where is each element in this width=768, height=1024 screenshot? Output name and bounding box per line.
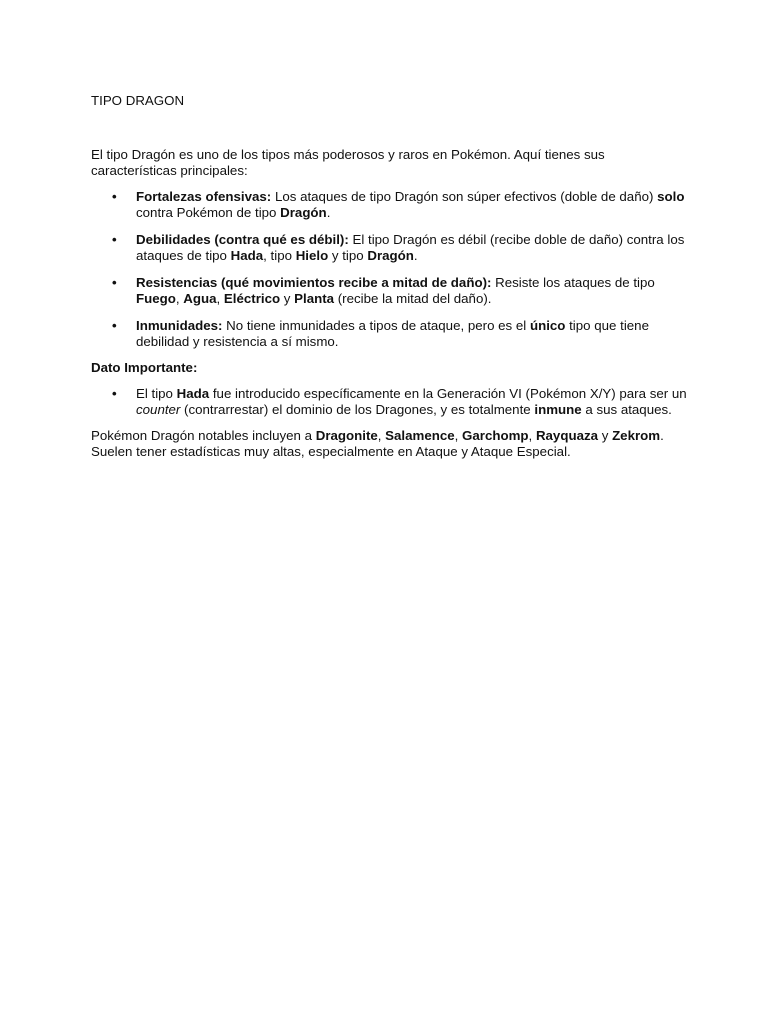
item-text: (contrarrestar) el dominio de los Dragones, y es totalmente	[180, 402, 535, 417]
item-text: El tipo Dragón es débil (recibe doble de daño) contra los ataques de tipo	[136, 232, 685, 263]
item-text: y	[280, 291, 295, 306]
bullet-icon: •	[112, 275, 117, 290]
pokemon-name: Dragonite	[315, 428, 378, 443]
pokemon-name: Rayquaza	[535, 428, 599, 443]
item-text: y tipo	[328, 248, 368, 263]
bullet-icon: •	[112, 318, 117, 333]
item-italic: counter	[136, 402, 181, 417]
item-text: tipo que tiene debilidad y resistencia a sí mismo.	[136, 318, 649, 349]
closing-text: ,	[528, 428, 536, 443]
item-text: a sus ataques.	[581, 402, 672, 417]
list-item-resistencias	[91, 275, 691, 307]
item-text: .	[413, 248, 418, 263]
item-text: El tipo	[136, 386, 177, 401]
bullet-icon: •	[112, 386, 117, 401]
document-body	[91, 147, 691, 460]
item-text: No tiene inmunidades a tipos de ataque, pero es el	[222, 318, 530, 333]
closing-text: Pokémon Dragón notables incluyen a	[91, 428, 316, 443]
item-emphasis: Fuego	[136, 291, 176, 306]
item-label: Fortalezas ofensivas:	[136, 189, 272, 204]
closing-text: ,	[377, 428, 386, 443]
item-emphasis: inmune	[534, 402, 582, 417]
pokemon-name: Salamence	[385, 428, 455, 443]
item-emphasis: solo	[657, 189, 685, 204]
item-emphasis: Eléctrico	[223, 291, 281, 306]
dato-list	[91, 386, 691, 418]
document-title: TIPO DRAGON	[91, 93, 185, 108]
item-text: fue introducido específicamente en la Generación VI (Pokémon X/Y) para ser un	[209, 386, 687, 401]
document-page	[91, 0, 691, 1024]
closing-text: . Suelen tener estadísticas muy altas, especialmente en Ataque y Ataque Especial.	[91, 428, 664, 459]
item-emphasis: Dragón	[367, 248, 414, 263]
item-text: ,	[175, 291, 184, 306]
closing-text: y	[598, 428, 613, 443]
item-emphasis: único	[529, 318, 566, 333]
list-item-dato	[91, 386, 691, 418]
item-text: , tipo	[263, 248, 296, 263]
item-emphasis: Hada	[176, 386, 210, 401]
pokemon-name: Garchomp	[462, 428, 529, 443]
item-emphasis: Dragón	[280, 205, 327, 220]
item-text: .	[326, 205, 331, 220]
item-emphasis: Planta	[294, 291, 335, 306]
item-text: contra Pokémon de tipo	[136, 205, 281, 220]
item-text: ,	[216, 291, 224, 306]
item-label: Resistencias (qué movimientos recibe a mitad de daño):	[136, 275, 492, 290]
item-emphasis: Agua	[183, 291, 217, 306]
intro-paragraph: El tipo Dragón es uno de los tipos más poderosos y raros en Pokémon. Aquí tienes sus características principales:	[91, 147, 605, 178]
item-emphasis: Hielo	[295, 248, 329, 263]
closing-text: ,	[454, 428, 463, 443]
closing-paragraph	[91, 428, 691, 460]
item-text: Resiste los ataques de tipo	[491, 275, 655, 290]
section-heading-dato: Dato Importante:	[91, 360, 198, 375]
bullet-icon: •	[112, 232, 117, 247]
list-item-debilidades	[91, 232, 691, 264]
pokemon-name: Zekrom	[612, 428, 661, 443]
item-label: Inmunidades:	[136, 318, 223, 333]
list-item-inmunidades	[91, 318, 691, 350]
bullet-icon: •	[112, 189, 117, 204]
item-label: Debilidades (contra qué es débil):	[136, 232, 349, 247]
characteristics-list	[91, 189, 691, 350]
item-text: Los ataques de tipo Dragón son súper efectivos (doble de daño)	[271, 189, 658, 204]
list-item-fortalezas	[91, 189, 691, 221]
item-emphasis: Hada	[230, 248, 264, 263]
item-text: (recibe la mitad del daño).	[334, 291, 492, 306]
